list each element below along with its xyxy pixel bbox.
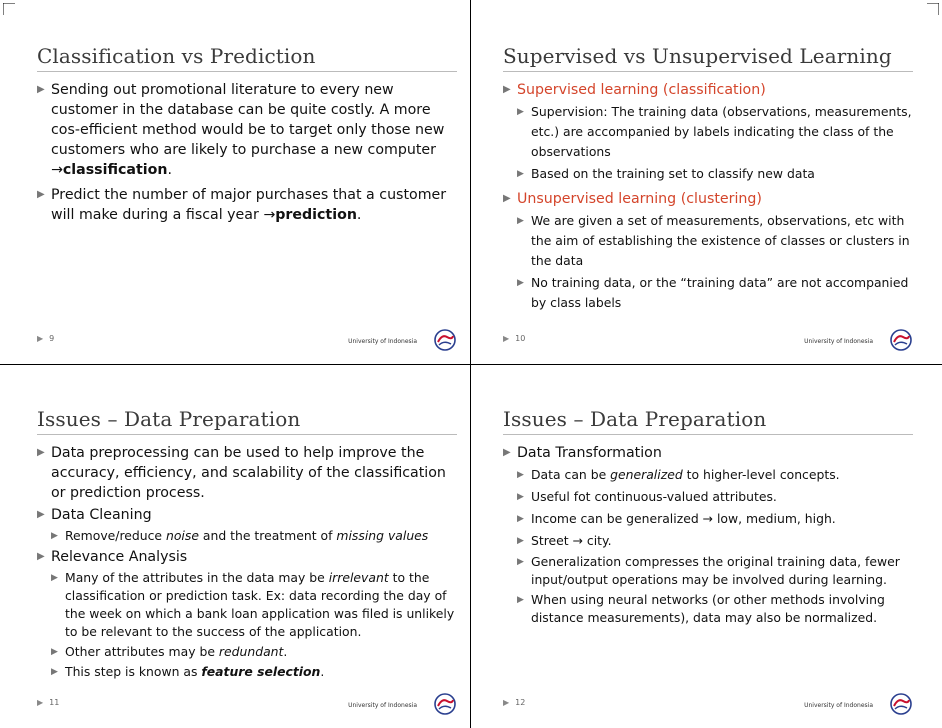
list-item: ▶ Data can be generalized to higher-level concepts.: [503, 465, 913, 485]
title-rule: [37, 71, 457, 72]
bullet-arrow-icon: ▶: [37, 447, 45, 458]
list-item: ▶ Data Transformation: [503, 445, 662, 461]
bullet-arrow-icon: ▶: [517, 470, 524, 480]
university-label: University of Indonesia: [804, 338, 873, 345]
list-item: ▶ Useful fot continuous-valued attributes.: [503, 487, 913, 507]
slide-11: [37, 407, 457, 683]
bullet-arrow-icon: ▶: [51, 573, 58, 583]
horizontal-divider: [0, 364, 942, 365]
list-item: ▶ Relevance Analysis: [37, 549, 188, 565]
list-item: ▶ Many of the attributes in the data may be irrelevant to the classification or prediction task. Ex: data recording the day of the week on which a bank loan application was filed is unlikely to be relevant to the success of the application.: [51, 570, 455, 639]
university-logo-icon: [889, 692, 913, 716]
university-logo-icon: [889, 328, 913, 352]
bullet-arrow-icon: ▶: [503, 334, 510, 343]
list-item: ▶ Supervision: The training data (observations, measurements, etc.) are accompanied by labels indicating the class of the observations: [517, 104, 912, 159]
bullet-arrow-icon: ▶: [37, 189, 45, 200]
page-number: 9: [49, 334, 55, 343]
list-item: ▶ Predict the number of major purchases that a customer will make during a fiscal year →prediction.: [37, 187, 447, 223]
page-number: 12: [515, 698, 526, 707]
title-rule: [503, 434, 913, 435]
slide-footer: [503, 332, 913, 354]
slide-10: [503, 44, 913, 315]
list-item: ▶ We are given a set of measurements, observations, etc with the aim of establishing the existence of classes or clusters in the data: [517, 213, 910, 268]
list-item: ▶ Other attributes may be redundant.: [51, 644, 288, 659]
bullet-arrow-icon: ▶: [517, 557, 524, 567]
bullet-arrow-icon: ▶: [517, 536, 524, 546]
arrow-icon: →: [702, 511, 714, 526]
slide-title: Supervised vs Unsupervised Learning: [503, 44, 892, 68]
list-item: ▶ Street → city.: [503, 531, 913, 551]
bullet-arrow-icon: ▶: [517, 107, 524, 117]
slide-title: Issues – Data Preparation: [503, 407, 767, 431]
arrow-icon: →: [263, 207, 276, 223]
slide-title: Issues – Data Preparation: [37, 407, 301, 431]
list-item: ▶ Supervised learning (classification): [503, 82, 766, 98]
bullet-arrow-icon: ▶: [517, 216, 524, 226]
list-item: ▶ When using neural networks (or other methods involving distance measurements), data may also be normalized.: [517, 592, 885, 625]
bullet-arrow-icon: ▶: [37, 551, 45, 562]
list-item: ▶ Unsupervised learning (clustering): [503, 191, 762, 207]
list-item: ▶ Based on the training set to classify new data: [503, 164, 913, 184]
list-item: ▶ No training data, or the “training data” are not accompanied by class labels: [517, 275, 909, 310]
bullet-list: [503, 443, 913, 627]
bullet-arrow-icon: ▶: [51, 531, 58, 541]
university-label: University of Indonesia: [348, 702, 417, 709]
page-number: 10: [515, 334, 526, 343]
slide-footer: [37, 696, 457, 718]
list-item: ▶ Generalization compresses the original training data, fewer input/output operations may be involved during learning.: [517, 554, 900, 587]
bullet-arrow-icon: ▶: [51, 667, 58, 677]
title-rule: [37, 434, 457, 435]
university-logo-icon: [433, 692, 457, 716]
crop-mark: [925, 3, 939, 17]
bullet-list: [503, 80, 913, 313]
page-number: 11: [49, 698, 60, 707]
bullet-arrow-icon: ▶: [517, 514, 524, 524]
bullet-arrow-icon: ▶: [517, 278, 524, 288]
bullet-arrow-icon: ▶: [517, 595, 524, 605]
title-rule: [503, 71, 913, 72]
bullet-arrow-icon: ▶: [503, 84, 511, 95]
list-item: ▶ Data Cleaning: [37, 507, 152, 523]
bullet-arrow-icon: ▶: [503, 447, 511, 458]
bullet-arrow-icon: ▶: [37, 84, 45, 95]
bullet-arrow-icon: ▶: [37, 334, 44, 343]
bullet-arrow-icon: ▶: [517, 492, 524, 502]
slide-footer: [503, 696, 913, 718]
list-item: ▶ Sending out promotional literature to every new customer in the database can be quite costly. A more cos-efficient method would be to target only those new customers who are likely to purchase a new computer →classification.: [37, 82, 445, 178]
university-logo-icon: [433, 328, 457, 352]
university-label: University of Indonesia: [348, 338, 417, 345]
bullet-arrow-icon: ▶: [51, 647, 58, 657]
list-item: ▶ This step is known as feature selection.: [51, 664, 325, 679]
bullet-arrow-icon: ▶: [517, 169, 524, 179]
university-label: University of Indonesia: [804, 702, 873, 709]
slide-9: [37, 44, 457, 230]
list-item: ▶ Income can be generalized → low, medium, high.: [503, 509, 913, 529]
bullet-arrow-icon: ▶: [503, 193, 511, 204]
slide-12: [503, 407, 913, 629]
bullet-list: [37, 443, 457, 681]
bullet-arrow-icon: ▶: [37, 509, 45, 520]
bullet-arrow-icon: ▶: [37, 698, 44, 707]
list-item: ▶ Remove/reduce noise and the treatment of missing values: [51, 528, 429, 543]
bullet-list: [37, 80, 457, 225]
crop-mark: [3, 3, 17, 17]
arrow-icon: →: [51, 162, 63, 178]
list-item: ▶ Data preprocessing can be used to help improve the accuracy, efficiency, and scalability of the classification or prediction process.: [37, 445, 446, 501]
slide-title: Classification vs Prediction: [37, 44, 316, 68]
bullet-arrow-icon: ▶: [503, 698, 510, 707]
slide-footer: [37, 332, 457, 354]
arrow-icon: →: [572, 533, 583, 548]
